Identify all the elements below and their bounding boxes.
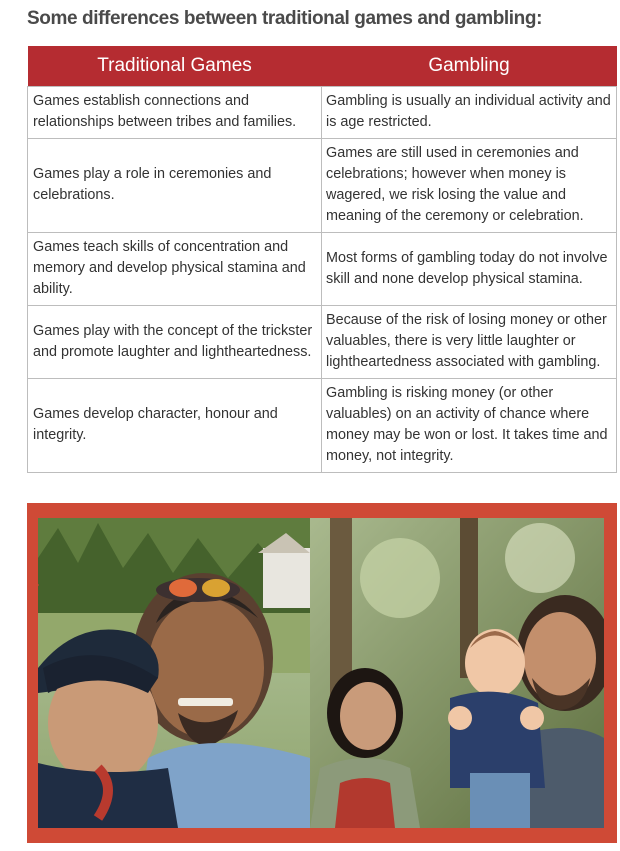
table-row [28,379,617,473]
table-row [28,87,617,139]
comparison-table [27,46,617,473]
cell-gambling: Games are still used in ceremonies and celebrations; however when money is wagered, we risk losing the value and meaning of the ceremony or celebration. [322,139,617,233]
table-row [28,233,617,306]
cell-gambling: Most forms of gambling today do not involve skill and none develop physical stamina. [322,233,617,306]
table-header-row [28,46,617,87]
cell-traditional: Games establish connections and relationships between tribes and families. [28,87,322,139]
cell-traditional: Games play with the concept of the trickster and promote laughter and lightheartedness. [28,306,322,379]
table-row [28,306,617,379]
cell-gambling: Because of the risk of losing money or other valuables, there is very little laughter or lightheartedness associated with gambling. [322,306,617,379]
page-heading: Some differences between traditional games and gambling: [27,8,542,29]
photo-father-and-child-image [38,518,310,828]
cell-gambling: Gambling is risking money (or other valuables) on an activity of chance where money may be won or lost. It takes time and money, not integrity. [322,379,617,473]
cell-gambling: Gambling is usually an individual activity and is age restricted. [322,87,617,139]
table-row [28,139,617,233]
cell-traditional: Games develop character, honour and integrity. [28,379,322,473]
photo-frame [27,503,617,843]
photo-family-with-baby [310,518,604,828]
photo-father-and-child [38,518,310,828]
photo-family-with-baby-image [310,518,604,828]
header-gambling: Gambling [322,46,617,87]
frame-pointer [27,573,39,597]
cell-traditional: Games teach skills of concentration and memory and develop physical stamina and ability. [28,233,322,306]
cell-traditional: Games play a role in ceremonies and celebrations. [28,139,322,233]
header-traditional-games: Traditional Games [28,46,322,87]
